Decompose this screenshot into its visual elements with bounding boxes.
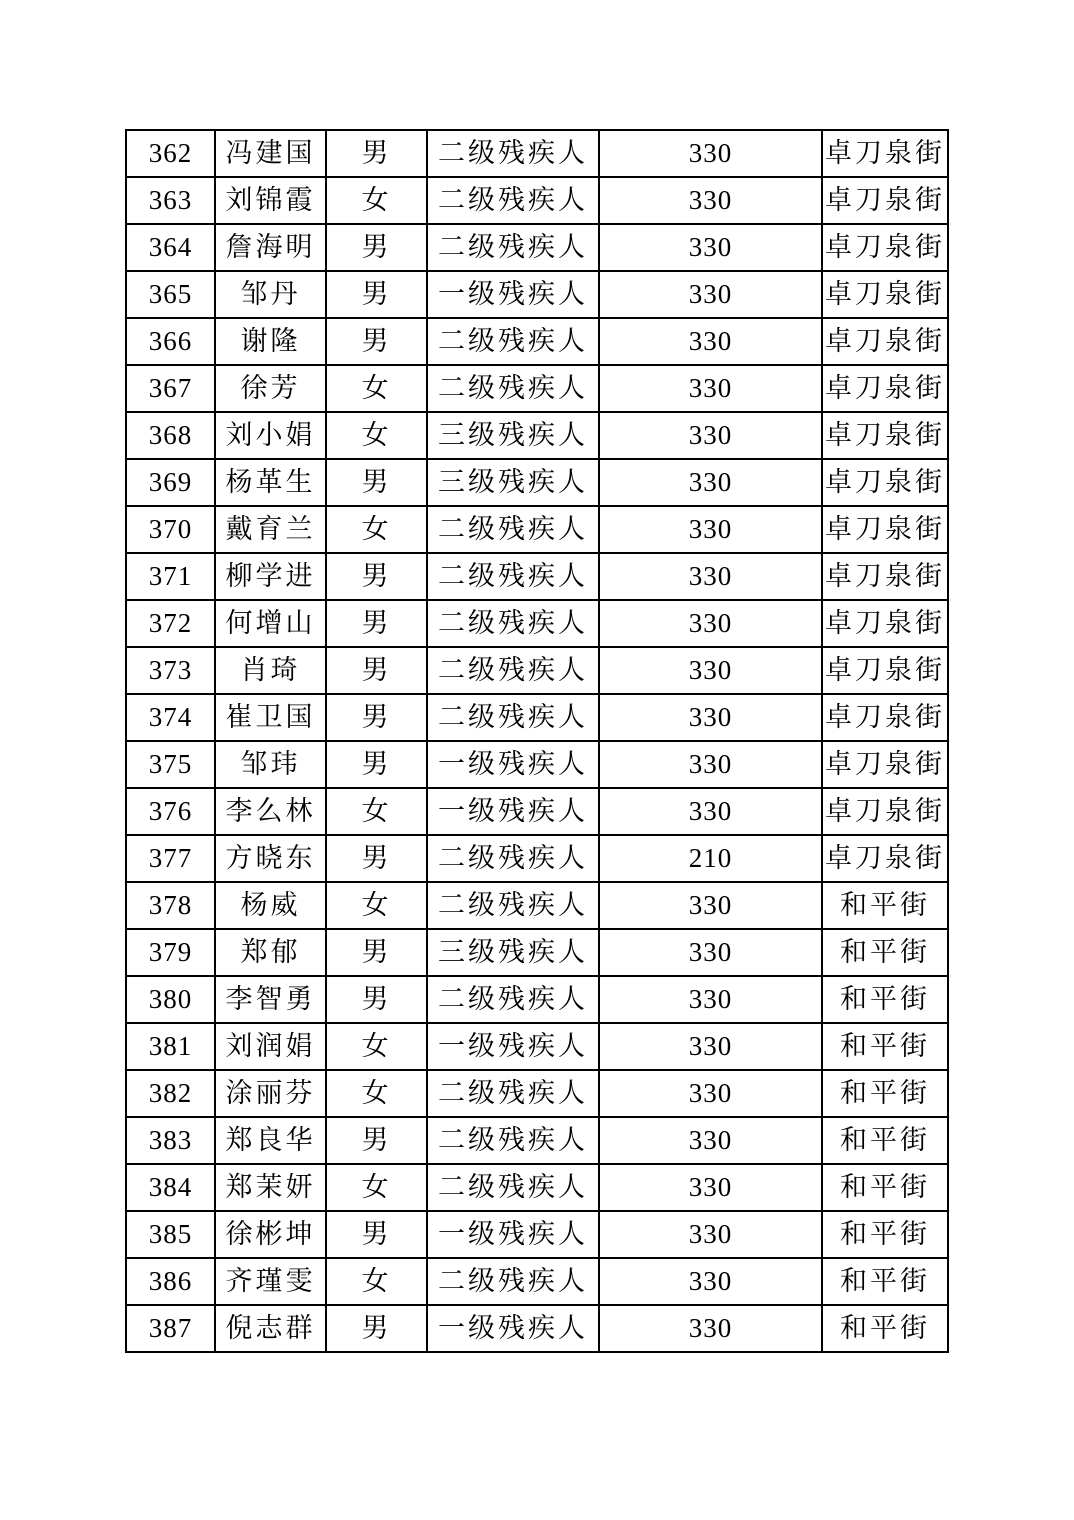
amount-cell: 330: [599, 130, 822, 177]
gender-cell: 男: [326, 976, 427, 1023]
name-cell: 徐芳: [215, 365, 326, 412]
disability-level-cell: 二级残疾人: [427, 1117, 599, 1164]
disability-level-cell: 二级残疾人: [427, 365, 599, 412]
serial-number-cell: 384: [126, 1164, 215, 1211]
name-cell: 李么林: [215, 788, 326, 835]
amount-cell: 330: [599, 459, 822, 506]
name-cell: 郑郁: [215, 929, 326, 976]
amount-cell: 330: [599, 177, 822, 224]
table-row: [126, 1305, 948, 1352]
gender-cell: 男: [326, 1117, 427, 1164]
street-district-cell: 卓刀泉街: [822, 365, 948, 412]
name-cell: 郑茉妍: [215, 1164, 326, 1211]
table-row: [126, 365, 948, 412]
serial-number-cell: 379: [126, 929, 215, 976]
disability-level-cell: 二级残疾人: [427, 1070, 599, 1117]
table-row: [126, 553, 948, 600]
serial-number-cell: 380: [126, 976, 215, 1023]
serial-number-cell: 368: [126, 412, 215, 459]
disability-level-cell: 三级残疾人: [427, 929, 599, 976]
amount-cell: 330: [599, 271, 822, 318]
serial-number-cell: 362: [126, 130, 215, 177]
serial-number-cell: 386: [126, 1258, 215, 1305]
street-district-cell: 卓刀泉街: [822, 788, 948, 835]
name-cell: 戴育兰: [215, 506, 326, 553]
amount-cell: 330: [599, 1211, 822, 1258]
serial-number-cell: 366: [126, 318, 215, 365]
name-cell: 齐瑾雯: [215, 1258, 326, 1305]
name-cell: 方晓东: [215, 835, 326, 882]
serial-number-cell: 378: [126, 882, 215, 929]
table-row: [126, 1164, 948, 1211]
name-cell: 崔卫国: [215, 694, 326, 741]
gender-cell: 男: [326, 130, 427, 177]
table-row: [126, 271, 948, 318]
name-cell: 詹海明: [215, 224, 326, 271]
amount-cell: 330: [599, 647, 822, 694]
street-district-cell: 卓刀泉街: [822, 177, 948, 224]
amount-cell: 330: [599, 600, 822, 647]
street-district-cell: 卓刀泉街: [822, 459, 948, 506]
amount-cell: 210: [599, 835, 822, 882]
gender-cell: 女: [326, 1258, 427, 1305]
amount-cell: 330: [599, 1023, 822, 1070]
gender-cell: 女: [326, 177, 427, 224]
street-district-cell: 卓刀泉街: [822, 318, 948, 365]
serial-number-cell: 371: [126, 553, 215, 600]
street-district-cell: 和平街: [822, 1070, 948, 1117]
name-cell: 冯建国: [215, 130, 326, 177]
name-cell: 徐彬坤: [215, 1211, 326, 1258]
serial-number-cell: 373: [126, 647, 215, 694]
serial-number-cell: 377: [126, 835, 215, 882]
gender-cell: 男: [326, 459, 427, 506]
gender-cell: 男: [326, 741, 427, 788]
table-row: [126, 130, 948, 177]
street-district-cell: 和平街: [822, 1164, 948, 1211]
disability-level-cell: 二级残疾人: [427, 882, 599, 929]
table-row: [126, 1211, 948, 1258]
name-cell: 邹玮: [215, 741, 326, 788]
name-cell: 刘小娟: [215, 412, 326, 459]
amount-cell: 330: [599, 1258, 822, 1305]
disability-level-cell: 二级残疾人: [427, 1258, 599, 1305]
disability-level-cell: 一级残疾人: [427, 741, 599, 788]
name-cell: 杨威: [215, 882, 326, 929]
street-district-cell: 卓刀泉街: [822, 271, 948, 318]
disability-level-cell: 一级残疾人: [427, 788, 599, 835]
street-district-cell: 和平街: [822, 882, 948, 929]
amount-cell: 330: [599, 318, 822, 365]
serial-number-cell: 370: [126, 506, 215, 553]
name-cell: 柳学进: [215, 553, 326, 600]
serial-number-cell: 376: [126, 788, 215, 835]
table-row: [126, 788, 948, 835]
name-cell: 倪志群: [215, 1305, 326, 1352]
table-body: [126, 130, 948, 1352]
street-district-cell: 和平街: [822, 976, 948, 1023]
serial-number-cell: 385: [126, 1211, 215, 1258]
table-row: [126, 224, 948, 271]
gender-cell: 男: [326, 929, 427, 976]
gender-cell: 女: [326, 788, 427, 835]
table-row: [126, 506, 948, 553]
street-district-cell: 和平街: [822, 929, 948, 976]
street-district-cell: 和平街: [822, 1023, 948, 1070]
serial-number-cell: 374: [126, 694, 215, 741]
street-district-cell: 和平街: [822, 1305, 948, 1352]
name-cell: 刘锦霞: [215, 177, 326, 224]
table-row: [126, 741, 948, 788]
amount-cell: 330: [599, 929, 822, 976]
street-district-cell: 卓刀泉街: [822, 694, 948, 741]
table-row: [126, 882, 948, 929]
street-district-cell: 卓刀泉街: [822, 600, 948, 647]
gender-cell: 男: [326, 224, 427, 271]
gender-cell: 女: [326, 1023, 427, 1070]
table-row: [126, 412, 948, 459]
name-cell: 邹丹: [215, 271, 326, 318]
disability-level-cell: 一级残疾人: [427, 271, 599, 318]
table-row: [126, 318, 948, 365]
disability-level-cell: 二级残疾人: [427, 177, 599, 224]
table-row: [126, 976, 948, 1023]
serial-number-cell: 382: [126, 1070, 215, 1117]
gender-cell: 男: [326, 600, 427, 647]
amount-cell: 330: [599, 788, 822, 835]
street-district-cell: 和平街: [822, 1258, 948, 1305]
gender-cell: 女: [326, 882, 427, 929]
name-cell: 谢隆: [215, 318, 326, 365]
street-district-cell: 卓刀泉街: [822, 130, 948, 177]
serial-number-cell: 387: [126, 1305, 215, 1352]
disability-level-cell: 二级残疾人: [427, 130, 599, 177]
gender-cell: 男: [326, 1305, 427, 1352]
disability-level-cell: 三级残疾人: [427, 459, 599, 506]
gender-cell: 女: [326, 1070, 427, 1117]
serial-number-cell: 369: [126, 459, 215, 506]
gender-cell: 男: [326, 271, 427, 318]
street-district-cell: 卓刀泉街: [822, 412, 948, 459]
serial-number-cell: 375: [126, 741, 215, 788]
serial-number-cell: 363: [126, 177, 215, 224]
disability-level-cell: 二级残疾人: [427, 1164, 599, 1211]
name-cell: 涂丽芬: [215, 1070, 326, 1117]
gender-cell: 男: [326, 694, 427, 741]
disability-level-cell: 二级残疾人: [427, 600, 599, 647]
table-row: [126, 1070, 948, 1117]
amount-cell: 330: [599, 553, 822, 600]
table-row: [126, 1117, 948, 1164]
amount-cell: 330: [599, 976, 822, 1023]
amount-cell: 330: [599, 882, 822, 929]
disability-level-cell: 二级残疾人: [427, 553, 599, 600]
amount-cell: 330: [599, 365, 822, 412]
name-cell: 刘润娟: [215, 1023, 326, 1070]
amount-cell: 330: [599, 412, 822, 459]
street-district-cell: 卓刀泉街: [822, 647, 948, 694]
street-district-cell: 和平街: [822, 1117, 948, 1164]
disability-level-cell: 二级残疾人: [427, 976, 599, 1023]
table-row: [126, 835, 948, 882]
table-row: [126, 1258, 948, 1305]
table-row: [126, 694, 948, 741]
name-cell: 李智勇: [215, 976, 326, 1023]
name-cell: 郑良华: [215, 1117, 326, 1164]
amount-cell: 330: [599, 506, 822, 553]
table-row: [126, 177, 948, 224]
street-district-cell: 卓刀泉街: [822, 835, 948, 882]
table-row: [126, 459, 948, 506]
gender-cell: 男: [326, 553, 427, 600]
disability-level-cell: 一级残疾人: [427, 1023, 599, 1070]
street-district-cell: 卓刀泉街: [822, 553, 948, 600]
amount-cell: 330: [599, 1164, 822, 1211]
disability-level-cell: 二级残疾人: [427, 318, 599, 365]
gender-cell: 男: [326, 1211, 427, 1258]
gender-cell: 男: [326, 318, 427, 365]
street-district-cell: 和平街: [822, 1211, 948, 1258]
disability-level-cell: 二级残疾人: [427, 694, 599, 741]
disability-level-cell: 三级残疾人: [427, 412, 599, 459]
amount-cell: 330: [599, 1070, 822, 1117]
table-row: [126, 929, 948, 976]
amount-cell: 330: [599, 741, 822, 788]
name-cell: 何增山: [215, 600, 326, 647]
table-row: [126, 647, 948, 694]
serial-number-cell: 372: [126, 600, 215, 647]
disability-level-cell: 二级残疾人: [427, 835, 599, 882]
disability-level-cell: 一级残疾人: [427, 1305, 599, 1352]
serial-number-cell: 365: [126, 271, 215, 318]
disability-subsidy-table: [125, 129, 949, 1353]
gender-cell: 男: [326, 835, 427, 882]
gender-cell: 男: [326, 647, 427, 694]
table-row: [126, 600, 948, 647]
disability-level-cell: 二级残疾人: [427, 647, 599, 694]
street-district-cell: 卓刀泉街: [822, 741, 948, 788]
disability-level-cell: 二级残疾人: [427, 506, 599, 553]
serial-number-cell: 364: [126, 224, 215, 271]
amount-cell: 330: [599, 1117, 822, 1164]
gender-cell: 女: [326, 1164, 427, 1211]
table-row: [126, 1023, 948, 1070]
serial-number-cell: 367: [126, 365, 215, 412]
amount-cell: 330: [599, 694, 822, 741]
gender-cell: 女: [326, 365, 427, 412]
serial-number-cell: 381: [126, 1023, 215, 1070]
disability-level-cell: 二级残疾人: [427, 224, 599, 271]
amount-cell: 330: [599, 224, 822, 271]
serial-number-cell: 383: [126, 1117, 215, 1164]
street-district-cell: 卓刀泉街: [822, 506, 948, 553]
name-cell: 肖琦: [215, 647, 326, 694]
amount-cell: 330: [599, 1305, 822, 1352]
gender-cell: 女: [326, 412, 427, 459]
name-cell: 杨革生: [215, 459, 326, 506]
disability-level-cell: 一级残疾人: [427, 1211, 599, 1258]
street-district-cell: 卓刀泉街: [822, 224, 948, 271]
gender-cell: 女: [326, 506, 427, 553]
